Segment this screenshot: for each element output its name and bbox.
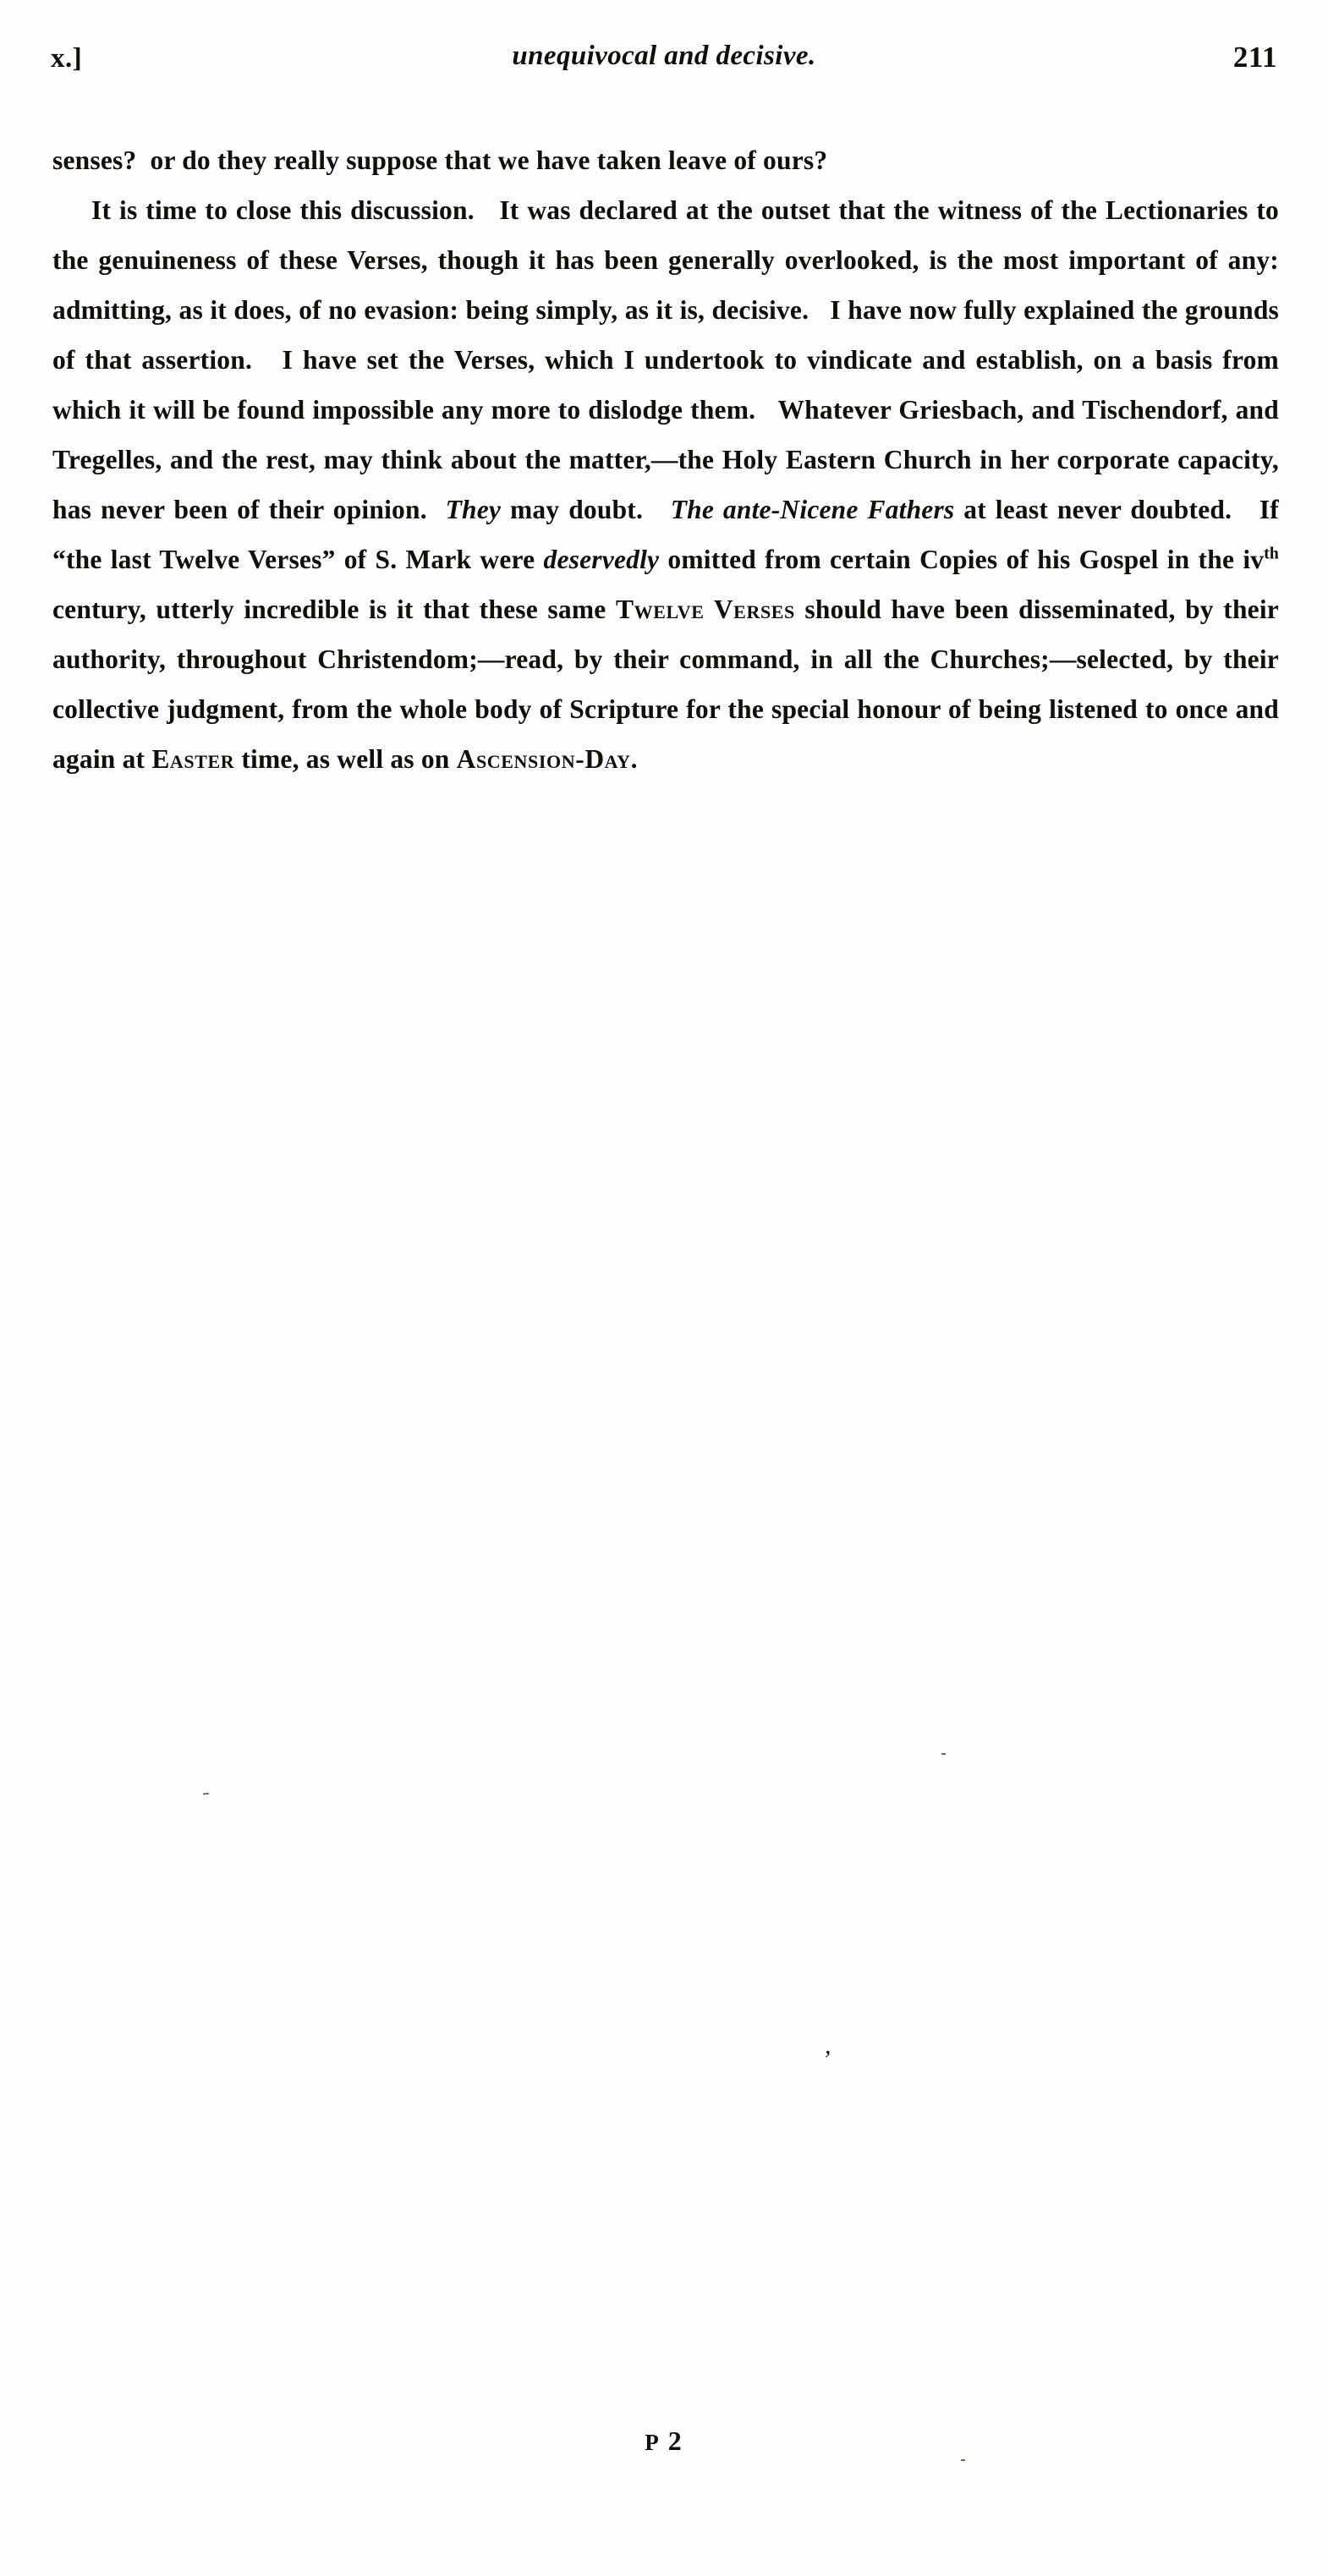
paragraph-continued: senses? or do they really suppose that we have taken leave of ours? [52,145,828,175]
page-speck [941,1753,946,1755]
running-head [51,41,1277,78]
smallcaps-easter: Easter [151,744,235,774]
smallcaps-twelve-verses: Twelve Verses [615,595,795,624]
emphasis-ante-nicene-fathers: The ante-Nicene Fathers [670,495,955,524]
running-head-chapter: x.] [51,43,83,74]
page-speck [961,2459,965,2461]
paragraph-closing-discussion: It is time to close this discussion. It was declared at the outset that the witness of the Lectionaries to the genuineness of these Verses, though it has been generally overlooked, is the most important of any: admitting, as it does, of no evasion: being simply, as it is, decisive. I have now fully explained the grounds of that assertion. I have set the Verses, which I undertook to vindicate and establish, on a basis from which it will be found impossible any more to dislodge them. Whatever Griesbach, and Tischendorf, and Tregelles, and the rest, may think about the matter,—the Holy Eastern Church in her corporate capacity, has never been of their opinion. They may doubt. The ante-Nicene Fathers at least never doubted. If “the last Twelve Verses” of S. Mark were deservedly omitted from certain Copies of his Gospel in the $iv^{th}$ century, utterly incredible is it that these same Twelve Verses should have been disseminated, by their authority, throughout Christendom;—read, by their command, in all the Churches;—selected, by their collective judgment, from the whole body of Scripture for the special honour of being listened to once and again at Easter time, as well as on Ascension-Day. [52,195,1279,774]
page-speck [203,1793,209,1795]
emphasis-they: They [445,495,502,524]
signature-number: 2 [667,2425,683,2456]
superscript-th: th [1264,545,1279,563]
smallcaps-ascension-day: Ascension-Day [456,744,631,774]
emphasis-deservedly: deservedly [543,545,660,574]
signature-mark [0,2425,1328,2457]
running-head-title: unequivocal and decisive. [512,41,816,71]
signature-letter: P [645,2430,660,2455]
page-number: 211 [1232,41,1277,74]
stray-ink-mark: , [825,2031,831,2059]
body-text [52,135,1279,784]
